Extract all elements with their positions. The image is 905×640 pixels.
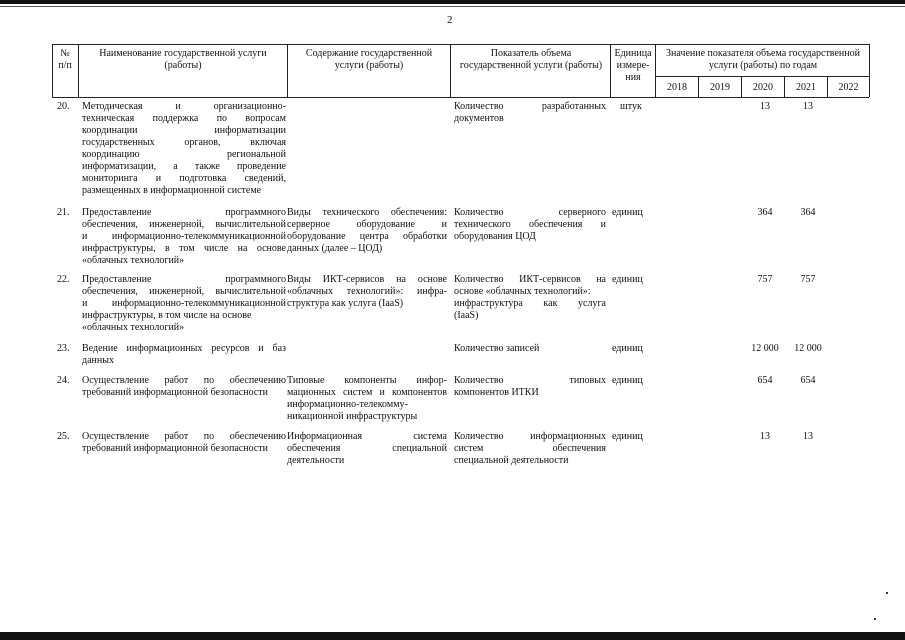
content-cell: Информационная система обеспечения специальной деятельности (287, 431, 447, 466)
value-2020: 13 (760, 101, 770, 112)
value-2020: 364 (757, 207, 773, 218)
row-number: 22. (57, 274, 70, 285)
value-2021: 13 (803, 101, 813, 112)
indicator-cell: Количество информационных систем обеспечения специальной деятельности (454, 431, 606, 466)
unit-cell: единиц (612, 375, 643, 386)
value-2021: 13 (803, 431, 813, 442)
service-name-cell: Методическая и организационно- техническая поддержка по вопросам координации информатизации государственных органов, включая координацию региональной информатизации, а также проведение мониторинга и подготовка сведений, размещенных в информационной системе (82, 101, 286, 196)
header-unit: Единица измере-ния (614, 48, 652, 83)
header-indicator: Показатель объема государственной услуги (работы) (459, 48, 603, 71)
service-name-cell: Осуществление работ по обеспечению требований информационной безопасности (82, 431, 286, 454)
indicator-cell: Количество записей (454, 343, 540, 354)
content-cell: Виды ИКТ-сервисов на основе «облачных технологий»: инфра- структура как услуга (IaaS) (287, 274, 447, 309)
header-content: Содержание государственной услуги (работы) (305, 48, 433, 71)
value-2020: 757 (757, 274, 773, 285)
header-year-2019: 2019 (710, 82, 730, 93)
header-service-name: Наименование государственной услуги (работы) (99, 48, 267, 71)
service-name-cell: Осуществление работ по обеспечению требований информационной безопасности (82, 375, 286, 398)
row-number: 20. (57, 101, 70, 112)
value-2021: 12 000 (794, 343, 822, 354)
top-border-thin (0, 6, 905, 7)
value-2021: 654 (800, 375, 816, 386)
indicator-cell: Количество типовых компонентов ИТКИ (454, 375, 606, 398)
service-name-cell: Предоставление программного обеспечения, инженерной, вычислительной и информационно-телекоммуникационной инфраструктуры, в том числе на основе «облачных технологий» (82, 207, 286, 266)
service-name-cell: Предоставление программного обеспечения, инженерной, вычислительной и информационно-телекоммуникационной инфраструктуры, в том числе на основе «облачных технологий» (82, 274, 286, 333)
unit-cell: штук (620, 101, 642, 112)
header-year-2021: 2021 (796, 82, 816, 93)
unit-cell: единиц (612, 343, 643, 354)
page-number: 2 (447, 14, 453, 26)
scan-speck (874, 618, 876, 620)
unit-cell: единиц (612, 431, 643, 442)
scan-speck (886, 592, 888, 594)
row-number: 24. (57, 375, 70, 386)
indicator-cell: Количество ИКТ-сервисов на основе «облачных технологий»: инфраструктура как услуга (IaaS) (454, 274, 606, 321)
row-number: 21. (57, 207, 70, 218)
unit-cell: единиц (612, 207, 643, 218)
value-2021: 364 (800, 207, 816, 218)
header-year-2022: 2022 (838, 82, 859, 93)
header-num: № п/п (58, 48, 72, 71)
header-year-2020: 2020 (753, 82, 773, 93)
service-name-cell: Ведение информационных ресурсов и баз данных (82, 343, 286, 366)
indicator-cell: Количество серверного технического обеспечения и оборудования ЦОД (454, 207, 606, 242)
value-2020: 654 (757, 375, 773, 386)
value-2020: 12 000 (751, 343, 779, 354)
value-2021: 757 (800, 274, 816, 285)
unit-cell: единиц (612, 274, 643, 285)
indicator-cell: Количество разработанных документов (454, 101, 606, 124)
row-number: 25. (57, 431, 70, 442)
content-cell: Типовые компоненты инфор- мационных систем и компонентов информационно-телекомму- никационной инфраструктуры (287, 375, 447, 422)
value-2020: 13 (760, 431, 770, 442)
header-year-2018: 2018 (667, 82, 687, 93)
bottom-border (0, 632, 905, 640)
top-border (0, 0, 905, 4)
content-cell: Виды технического обеспечения: серверное оборудование и оборудование центра обработки данных (далее – ЦОД) (287, 207, 447, 254)
row-number: 23. (57, 343, 70, 354)
header-values-group: Значение показателя объема государственной услуги (работы) по годам (666, 48, 860, 71)
